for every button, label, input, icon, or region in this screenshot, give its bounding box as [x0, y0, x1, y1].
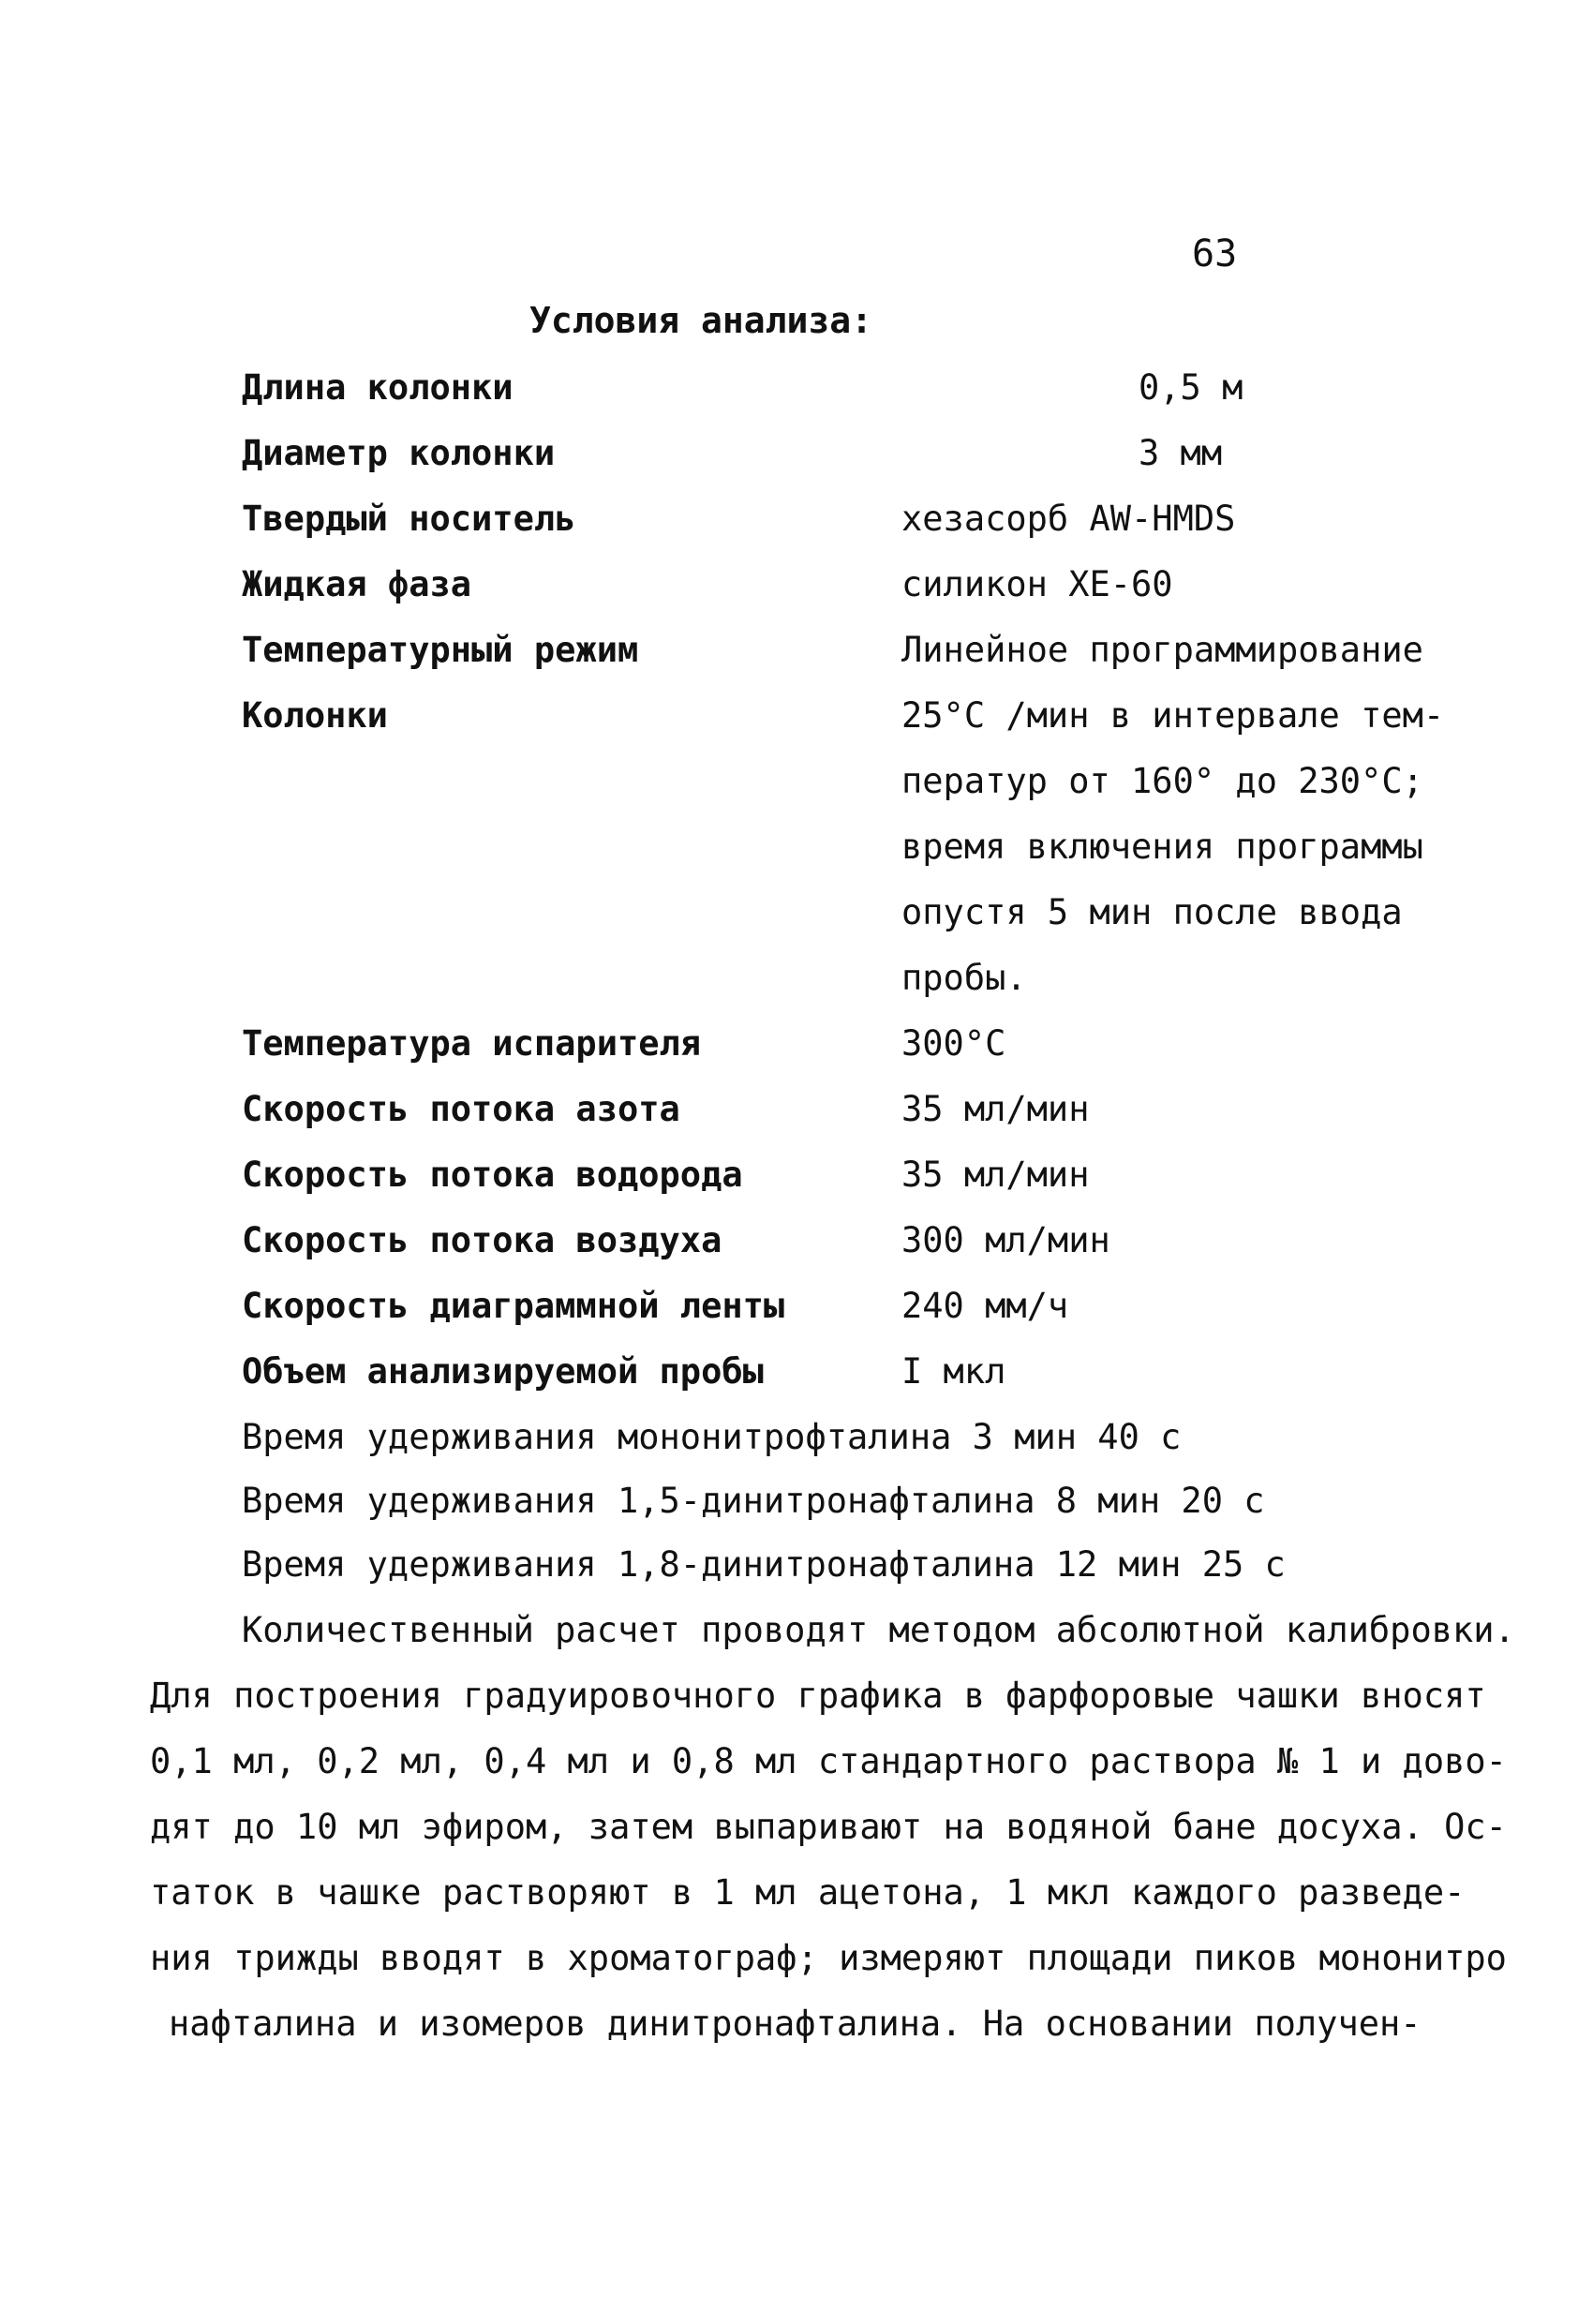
condition-label: Температура испарителя — [242, 1023, 702, 1064]
condition-label: Диаметр колонки — [242, 433, 556, 473]
page-number: 63 — [1192, 232, 1238, 276]
condition-value: 3 мм — [1139, 433, 1223, 473]
paragraph-line: нафталина и изомеров динитронафталина. На основании получен- — [169, 2004, 1422, 2044]
condition-value: 25°С /мин в интервале тем- — [901, 695, 1445, 736]
section-heading: Условия анализа: — [529, 300, 873, 341]
condition-label: Длина колонки — [242, 367, 514, 408]
paragraph-line: дят до 10 мл эфиром, затем выпаривают на водяной бане досуха. Ос- — [150, 1807, 1507, 1847]
condition-label: Температурный режим — [242, 630, 639, 670]
paragraph-line: Для построения градуировочного графика в фарфоровые чашки вносят — [150, 1676, 1486, 1716]
condition-label: Колонки — [242, 695, 388, 736]
condition-value: силикон ХЕ-60 — [901, 564, 1173, 604]
condition-value-continued: время включения программы — [901, 827, 1423, 867]
condition-value: 300 мл/мин — [901, 1220, 1110, 1260]
paragraph-line: Количественный расчет проводят методом абсолютной калибровки. — [242, 1610, 1515, 1650]
paragraph-line: ния трижды вводят в хроматограф; измеряют площади пиков мононитро — [150, 1938, 1507, 1978]
condition-value: 240 мм/ч — [901, 1286, 1069, 1326]
condition-value-continued: ператур от 160° до 230°С; — [901, 761, 1423, 801]
condition-value: 300°С — [901, 1023, 1006, 1064]
condition-value: 0,5 м — [1139, 367, 1243, 408]
retention-line: Время удерживания мононитрофталина 3 мин 40 с — [242, 1417, 1182, 1457]
condition-value: 35 мл/мин — [901, 1089, 1090, 1129]
retention-line: Время удерживания 1,5-динитронафталина 8 мин 20 с — [242, 1481, 1265, 1521]
condition-label: Скорость потока азота — [242, 1089, 680, 1129]
retention-line: Время удерживания 1,8-динитронафталина 12 мин 25 с — [242, 1544, 1286, 1585]
condition-value: Линейное программирование — [901, 630, 1423, 670]
condition-label: Жидкая фаза — [242, 564, 472, 604]
condition-label: Объем анализируемой пробы — [242, 1351, 764, 1392]
condition-value-continued: опустя 5 мин после ввода — [901, 892, 1403, 932]
condition-label: Скорость диаграммной ленты — [242, 1286, 785, 1326]
condition-label: Скорость потока водорода — [242, 1155, 743, 1195]
paragraph-line: 0,1 мл, 0,2 мл, 0,4 мл и 0,8 мл стандартного раствора № 1 и дово- — [150, 1741, 1507, 1781]
condition-value: хезасорб AW-HMDS — [901, 499, 1236, 539]
paragraph-line: таток в чашке растворяют в 1 мл ацетона, 1 мкл каждого разведе- — [150, 1872, 1466, 1913]
condition-value-continued: пробы. — [901, 958, 1027, 998]
condition-label: Скорость потока воздуха — [242, 1220, 722, 1260]
condition-label: Твердый носитель — [242, 499, 576, 539]
condition-value: 35 мл/мин — [901, 1155, 1090, 1195]
condition-value: I мкл — [901, 1351, 1006, 1392]
